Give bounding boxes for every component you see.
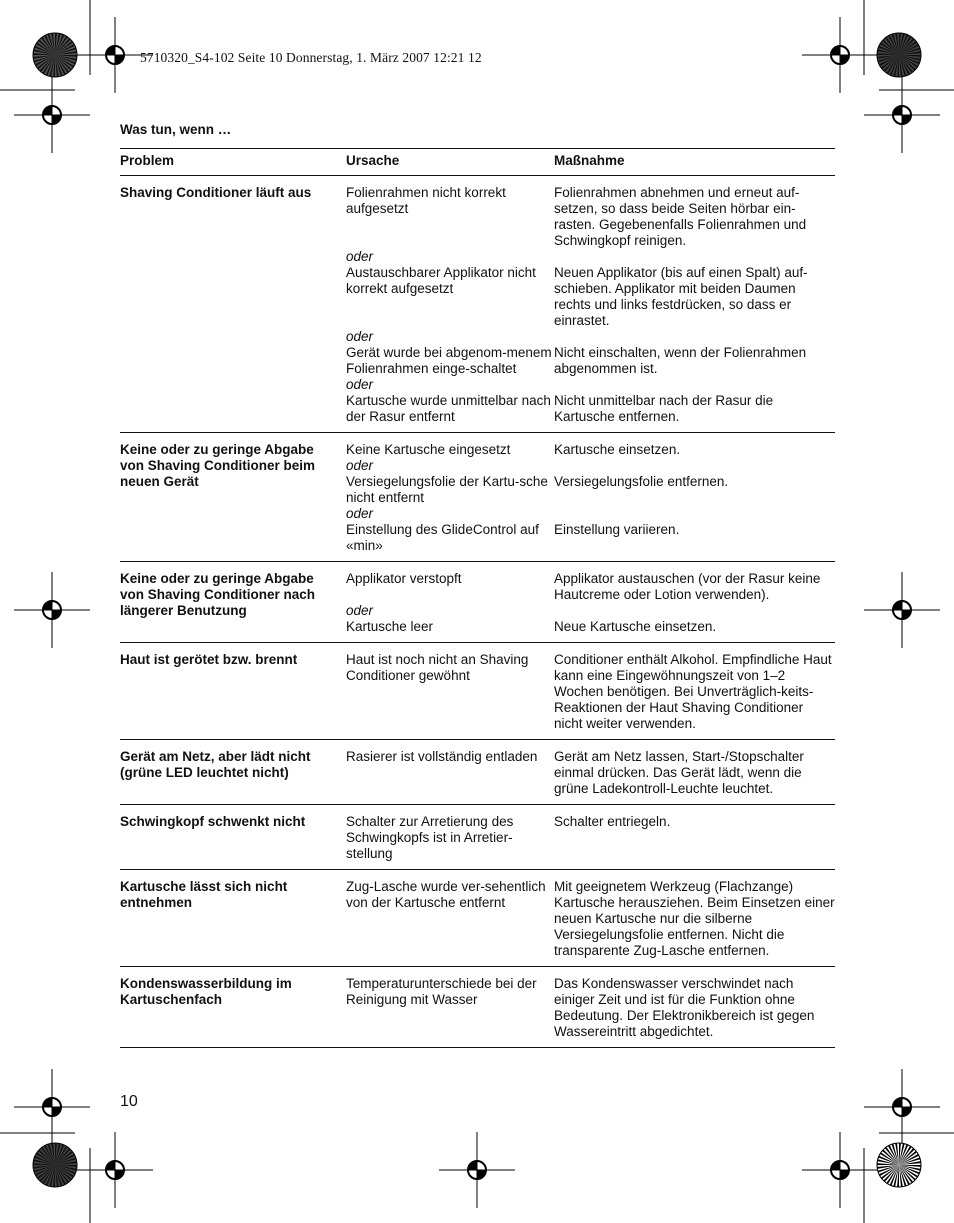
remedy-text: Neuen Applikator (bis auf einen Spalt) auf-schieben. Applikator mit beiden Daumen rechts und links festdrücken, so dass er einrastet.: [554, 265, 808, 328]
table-row: [120, 643, 835, 740]
cause-text: Keine Kartusche eingesetzt: [346, 442, 511, 457]
table-row: [120, 740, 835, 805]
cause-remedy-entry: [346, 814, 835, 862]
cause-text: Schalter zur Arretierung des Schwingkopfs ist in Arretier-stellung: [346, 814, 514, 861]
cause-text-block: [346, 749, 554, 797]
remedy-text: Versiegelungsfolie entfernen.: [554, 474, 729, 489]
column-header-cause: Ursache: [346, 149, 554, 176]
cause-remedy-entry: [346, 976, 835, 1040]
cause-text: Austauschbarer Applikator nicht korrekt aufgesetzt: [346, 265, 536, 296]
cause-text-block: [346, 506, 554, 554]
remedy-text: Einstellung variieren.: [554, 522, 680, 537]
table-row: [120, 433, 835, 562]
cause-text: Einstellung des GlideControl auf «min»: [346, 522, 539, 553]
cause-remedy-cell: [346, 433, 835, 562]
print-info-header: 5710320_S4-102 Seite 10 Donnerstag, 1. März 2007 12:21 12: [140, 50, 482, 65]
page-number: 10: [120, 1093, 138, 1110]
remedy-text: Gerät am Netz lassen, Start-/Stopschalter einmal drücken. Das Gerät lädt, wenn die grüne Ladekontroll-Leuchte leuchtet.: [554, 749, 804, 796]
cause-text: Gerät wurde bei abgenom-menem Folienrahmen einge-schaltet: [346, 345, 552, 376]
cause-text-block: [346, 652, 554, 732]
cause-text: Folienrahmen nicht korrekt aufgesetzt: [346, 185, 506, 216]
cause-remedy-entry: [346, 879, 835, 959]
cause-text-block: [346, 329, 554, 377]
remedy-text: Nicht unmittelbar nach der Rasur die Kartusche entfernen.: [554, 393, 774, 424]
alternative-marker: oder: [346, 458, 374, 473]
alternative-marker: oder: [346, 506, 374, 521]
remedy-text: Schalter entriegeln.: [554, 814, 671, 829]
cause-remedy-entry: [346, 377, 835, 425]
registration-crosshair-icon: [77, 1132, 153, 1208]
problem-cell: Keine oder zu geringe Abgabe von Shaving Conditioner beim neuen Gerät: [120, 433, 346, 562]
table-row: [120, 967, 835, 1048]
cause-remedy-entry: [346, 506, 835, 554]
color-calibration-starburst-icon: [877, 33, 921, 77]
registration-crosshair-icon: [802, 17, 878, 93]
remedy-text: Applikator austauschen (vor der Rasur keine Hautcreme oder Lotion verwenden).: [554, 571, 821, 602]
cause-text-block: [346, 879, 554, 959]
problem-cell: Kondenswasserbildung im Kartuschenfach: [120, 967, 346, 1048]
registration-crosshair-icon: [802, 1132, 878, 1208]
alternative-marker: oder: [346, 603, 374, 618]
cause-text-block: [346, 185, 554, 249]
cause-remedy-entry: [346, 571, 835, 603]
cause-text-block: [346, 377, 554, 425]
remedy-text: Mit geeignetem Werkzeug (Flachzange) Kartusche herausziehen. Beim Einsetzen einer neuen Kartusche nur die silberne Versiegelungsfolie entfernen. Nicht die transparente Zug-Lasche entfernen.: [554, 879, 835, 958]
problem-cell: Haut ist gerötet bzw. brennt: [120, 643, 346, 740]
cause-remedy-cell: [346, 643, 835, 740]
cause-remedy-entry: [346, 652, 835, 732]
cause-remedy-entry: [346, 249, 835, 329]
cause-text-block: [346, 458, 554, 506]
cause-text-block: [346, 814, 554, 862]
cause-text-block: [346, 571, 554, 603]
alternative-marker: oder: [346, 249, 374, 264]
cause-remedy-entry: [346, 749, 835, 797]
cause-text-block: [346, 249, 554, 329]
cause-text: Kartusche wurde unmittelbar nach der Rasur entfernt: [346, 393, 551, 424]
cause-remedy-cell: [346, 870, 835, 967]
remedy-text: Kartusche einsetzen.: [554, 442, 681, 457]
color-calibration-starburst-icon: [877, 1143, 921, 1187]
remedy-text: Neue Kartusche einsetzen.: [554, 619, 717, 634]
problem-cell: Kartusche lässt sich nicht entnehmen: [120, 870, 346, 967]
cause-remedy-entry: [346, 185, 835, 249]
cause-remedy-entry: [346, 458, 835, 506]
section-title: Was tun, wenn …: [120, 122, 232, 137]
alternative-marker: oder: [346, 329, 374, 344]
table-row: [120, 870, 835, 967]
cause-text: Rasierer ist vollständig entladen: [346, 749, 538, 764]
remedy-text: Conditioner enthält Alkohol. Empfindliche Haut kann eine Eingewöhnungszeit von 1–2 Wochen benötigen. Bei Unverträglich-keits-Reaktionen der Haut Shaving Conditioner nicht weiter verwenden.: [554, 652, 832, 731]
problem-cell: Gerät am Netz, aber lädt nicht (grüne LED leuchtet nicht): [120, 740, 346, 805]
cause-text: Zug-Lasche wurde ver-sehentlich von der Kartusche entfernt: [346, 879, 546, 910]
remedy-text: Das Kondenswasser verschwindet nach einiger Zeit und ist für die Funktion ohne Bedeutung. Der Elektronikbereich ist gegen Wassereintritt abgedichtet.: [554, 976, 815, 1039]
cause-text-block: [346, 442, 554, 458]
registration-crosshair-icon: [14, 572, 90, 648]
table-row: [120, 562, 835, 643]
cause-text: Kartusche leer: [346, 619, 434, 634]
alternative-marker: oder: [346, 377, 374, 392]
problem-cell: Schwingkopf schwenkt nicht: [120, 805, 346, 870]
color-calibration-starburst-icon: [33, 1143, 77, 1187]
table-row: [120, 176, 835, 433]
cause-text: Haut ist noch nicht an Shaving Conditioner gewöhnt: [346, 652, 529, 683]
table-header-row: [120, 149, 835, 176]
cause-remedy-cell: [346, 967, 835, 1048]
registration-crosshair-icon: [14, 77, 90, 153]
problem-cell: Keine oder zu geringe Abgabe von Shaving Conditioner nach längerer Benutzung: [120, 562, 346, 643]
remedy-text: Nicht einschalten, wenn der Folienrahmen abgenommen ist.: [554, 345, 807, 376]
column-header-problem: Problem: [120, 149, 346, 176]
cause-text: Temperaturunterschiede bei der Reinigung mit Wasser: [346, 976, 537, 1007]
cause-remedy-entry: [346, 442, 835, 458]
column-header-remedy: Maßnahme: [554, 149, 835, 176]
cause-remedy-cell: [346, 176, 835, 433]
cause-remedy-cell: [346, 740, 835, 805]
cause-text-block: [346, 603, 554, 635]
cause-text-block: [346, 976, 554, 1040]
cause-remedy-entry: [346, 603, 835, 635]
problem-cell: Shaving Conditioner läuft aus: [120, 176, 346, 433]
cause-text: Versiegelungsfolie der Kartu-sche nicht entfernt: [346, 474, 548, 505]
cause-remedy-cell: [346, 562, 835, 643]
registration-crosshair-icon: [14, 1069, 90, 1145]
cause-text: Applikator verstopft: [346, 571, 462, 586]
registration-crosshair-icon: [864, 1069, 940, 1145]
registration-crosshair-icon: [439, 1132, 515, 1208]
registration-crosshair-icon: [864, 77, 940, 153]
table-row: [120, 805, 835, 870]
cause-remedy-cell: [346, 805, 835, 870]
color-calibration-starburst-icon: [33, 33, 77, 77]
remedy-text: Folienrahmen abnehmen und erneut auf-setzen, so dass beide Seiten hörbar ein-rasten. Gegebenenfalls Folienrahmen und Schwingkopf reinigen.: [554, 185, 807, 248]
troubleshooting-table: [120, 148, 835, 1048]
cause-remedy-entry: [346, 329, 835, 377]
registration-crosshair-icon: [864, 572, 940, 648]
